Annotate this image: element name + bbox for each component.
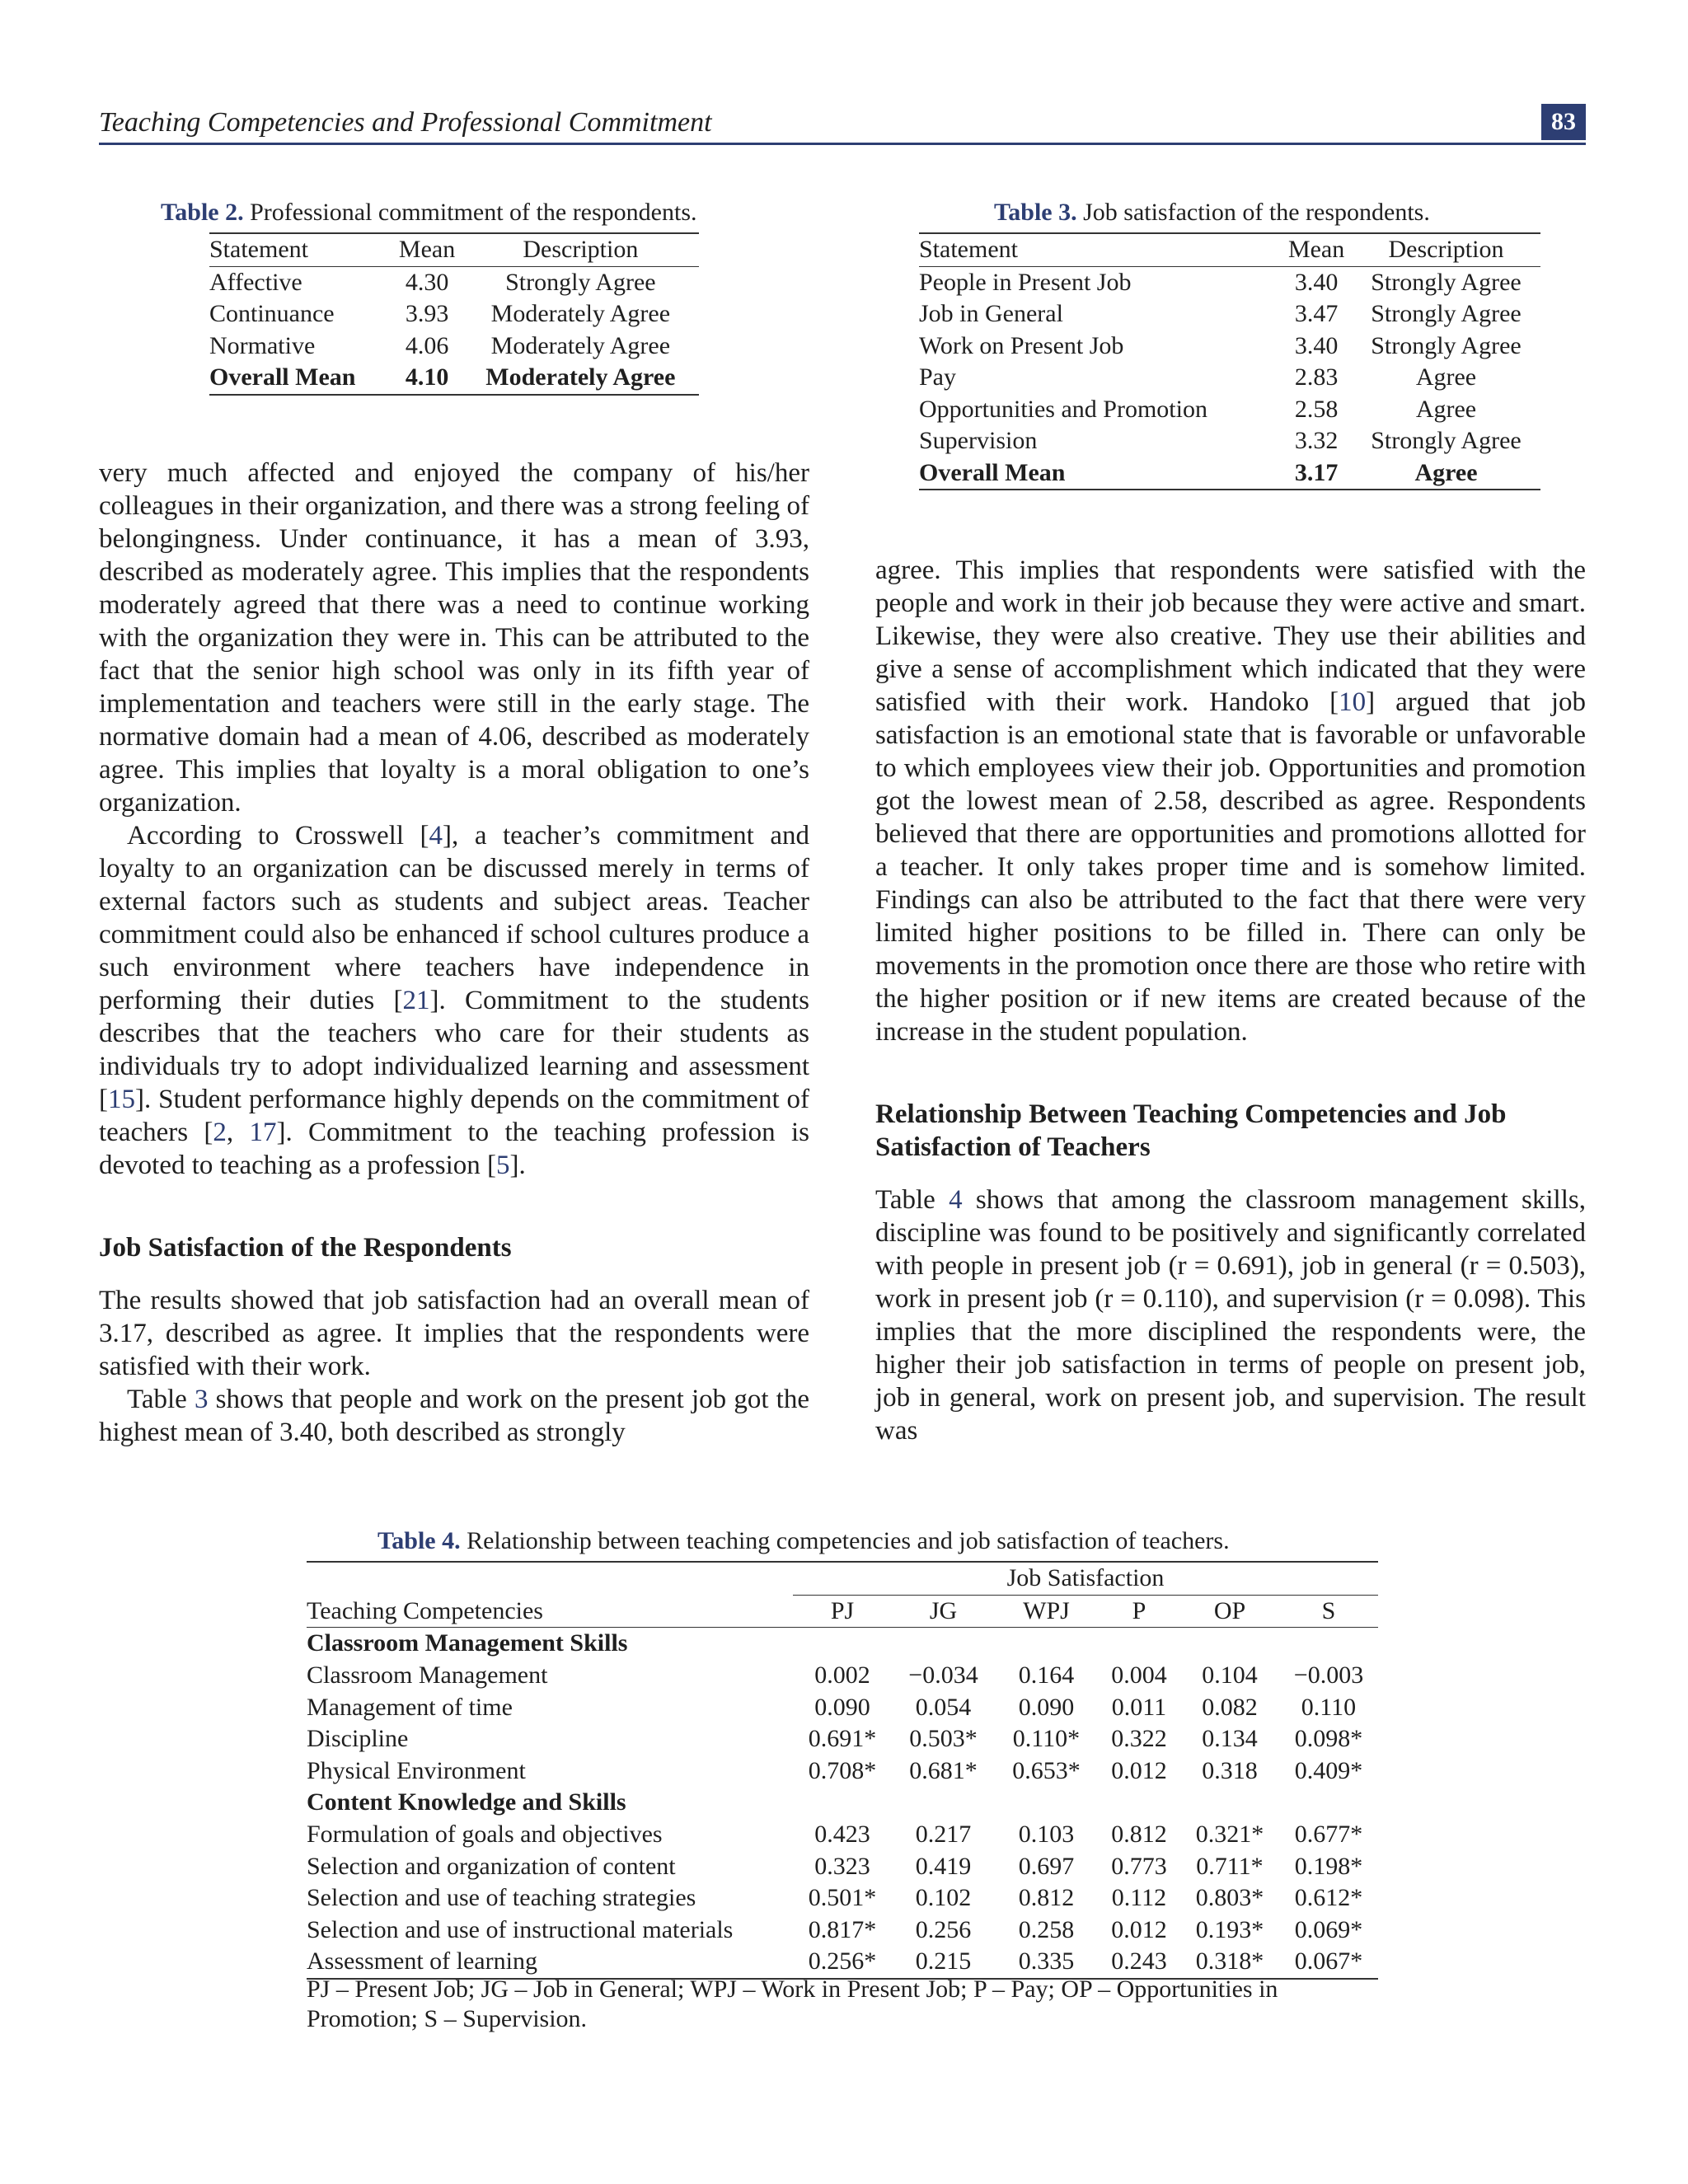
right-column [875, 554, 1586, 1447]
table2-label: Table 2. [161, 199, 244, 226]
text-run: Table [127, 1385, 195, 1414]
table-cell: Affective [209, 268, 302, 296]
table-cell: 0.193* [1195, 1915, 1264, 1943]
table3-header-cell: Statement [919, 236, 1018, 264]
table-row [307, 1915, 1378, 1947]
table2-header-cell: Mean [398, 236, 456, 264]
table3 [919, 232, 1540, 490]
table-cell: 2.83 [1294, 363, 1339, 391]
table-cell: Job in General [919, 300, 1063, 328]
text-run: ], a teacher’s commitment and loyalty to an organization can be discussed merely in terms of external factors such as students and subject areas. Teacher commitment could also be enhanced if school cultures produce a such environment where teachers have independence in performing their duties [ [99, 821, 809, 1015]
empty-cell [307, 1562, 793, 1595]
table-cell: Normative [209, 331, 316, 359]
table-cell: 0.090 [814, 1693, 870, 1721]
table-cell: 0.102 [915, 1884, 972, 1912]
table-row [919, 330, 1540, 363]
table2-header-row [209, 233, 699, 266]
table4-caption-text: Relationship between teaching competencies and job satisfaction of teachers. [460, 1527, 1230, 1554]
table-cell: 0.054 [915, 1693, 972, 1721]
table-cell: Strongly Agree [505, 268, 656, 296]
table-cell: 0.322 [1111, 1725, 1167, 1753]
table-cell: 0.708* [808, 1756, 877, 1784]
table-cell: 0.323 [814, 1852, 870, 1880]
table4-row-header: Teaching Competencies [307, 1596, 543, 1624]
table4-column-header: PJ [830, 1596, 855, 1624]
table4-section-row [307, 1787, 1378, 1819]
table-cell: 0.503* [909, 1725, 978, 1753]
table-row-label: Selection and organization of content [307, 1852, 676, 1880]
paragraph [99, 1383, 809, 1449]
table-cell: 0.318 [1202, 1756, 1258, 1784]
table-cell: 0.110* [1012, 1725, 1081, 1753]
table-cell: 3.47 [1294, 300, 1339, 328]
table-row [919, 394, 1540, 426]
table-cell: 0.103 [1018, 1821, 1075, 1849]
table-cell: 0.677* [1294, 1821, 1363, 1849]
table4-label: Table 4. [377, 1527, 461, 1554]
table-row-label: Assessment of learning [307, 1947, 537, 1975]
table-row [209, 330, 699, 363]
table-cell: 0.012 [1111, 1915, 1167, 1943]
citation-link[interactable]: 5 [496, 1151, 510, 1180]
citation-link[interactable]: 15 [108, 1085, 135, 1114]
table-cell: 0.321* [1195, 1821, 1264, 1849]
citation-link[interactable]: 17 [249, 1118, 277, 1147]
table-cell: 3.40 [1294, 268, 1339, 296]
table4-section-row [307, 1628, 1378, 1660]
table-cell: 0.256 [915, 1915, 972, 1943]
table-row-label: Physical Environment [307, 1756, 526, 1784]
table-cell: −0.034 [908, 1661, 978, 1690]
table-row [209, 266, 699, 298]
table4-column-header: OP [1213, 1596, 1246, 1624]
table-row [307, 1882, 1378, 1915]
table-cell: 0.090 [1018, 1693, 1075, 1721]
table-cell: Moderately Agree [485, 363, 676, 391]
table-reference-link[interactable]: 3 [194, 1385, 209, 1414]
text-run: , [226, 1118, 250, 1147]
table-cell: Strongly Agree [1371, 268, 1522, 296]
table4-section-label: Classroom Management Skills [307, 1629, 628, 1657]
table-cell: 0.612* [1294, 1884, 1363, 1912]
table-cell: Strongly Agree [1371, 331, 1522, 359]
table-cell: Agree [1415, 363, 1477, 391]
table-cell: 0.681* [909, 1756, 978, 1784]
table-cell: 0.012 [1111, 1756, 1167, 1784]
table4 [307, 1561, 1378, 1980]
table-reference-link[interactable]: 4 [949, 1185, 963, 1215]
table-cell: 0.773 [1111, 1852, 1167, 1880]
citation-link[interactable]: 4 [429, 821, 443, 851]
table-cell: 4.10 [405, 363, 449, 391]
table-cell: 0.002 [814, 1661, 870, 1690]
text-run: shows that among the classroom management skills, discipline was found to be positively and significantly correlated with people in present job (r = 0.691), job in general (r = 0.503), work in present job (r = 0.110), and supervision (r = 0.098). This implies that the more disciplined the respondents were, the higher their job satisfaction in terms of people on present job, job in general, work on present job, and supervision. The result was [875, 1185, 1586, 1446]
table3-caption [994, 198, 1430, 227]
table-cell: 0.812 [1111, 1821, 1167, 1849]
table-row [919, 266, 1540, 298]
table-cell: 2.58 [1294, 395, 1339, 423]
table-cell: 0.419 [915, 1852, 972, 1880]
table-cell: 0.803* [1195, 1884, 1264, 1912]
table-cell: 0.098* [1294, 1725, 1363, 1753]
table-cell: 0.318* [1195, 1947, 1264, 1975]
table3-header-cell: Description [1388, 236, 1504, 264]
table4-column-header: WPJ [1023, 1596, 1070, 1624]
text-run: Table [875, 1185, 950, 1215]
table4-header-row [307, 1595, 1378, 1628]
table-cell: 0.069* [1294, 1915, 1363, 1943]
table-row [919, 457, 1540, 490]
table4-group-header: Job Satisfaction [793, 1562, 1378, 1595]
table2 [209, 232, 699, 396]
table-cell: −0.003 [1293, 1661, 1364, 1690]
table-row [307, 1755, 1378, 1788]
section-heading: Job Satisfaction of the Respondents [99, 1233, 512, 1263]
text-run: agree. This implies that respondents were satisfied with the people and work in their job because they were active and smart. Likewise, they were also creative. They use their abilities and give a sense of accomplishment which indicated that they were satisfied with their work. Handoko [ [875, 555, 1586, 717]
table-cell: 0.011 [1111, 1693, 1167, 1721]
paragraph [99, 819, 809, 1182]
table-row-label: Management of time [307, 1693, 513, 1721]
table-cell: 0.697 [1018, 1852, 1075, 1880]
table-row-label: Discipline [307, 1725, 409, 1753]
table-cell: 4.06 [405, 331, 449, 359]
table-cell: 0.217 [915, 1821, 972, 1849]
table-cell: 3.32 [1294, 427, 1339, 455]
table-cell: 0.409* [1294, 1756, 1363, 1784]
running-header [99, 105, 1586, 145]
section-heading: Relationship Between Teaching Competencies and Job Satisfaction of Teachers [875, 1099, 1507, 1162]
table4-section-label: Content Knowledge and Skills [307, 1788, 626, 1816]
table-cell: Moderately Agree [490, 300, 671, 328]
table-row [209, 298, 699, 330]
table-row-label: Selection and use of teaching strategies [307, 1884, 696, 1912]
table3-caption-text: Job satisfaction of the respondents. [1076, 199, 1430, 226]
table4-column-header: JG [929, 1596, 958, 1624]
table4-caption [377, 1526, 1230, 1556]
paragraph: very much affected and enjoyed the company of his/her colleagues in their organization, and there was a strong feeling of belongingness. Under continuance, it has a mean of 3.93, described as moderately agree. This implies that the respondents moderately agreed that there was a need to continue working with the organization they were in. This can be attributed to the fact that the senior high school was only in its fifth year of implementation and teachers were still in the early stage. The normative domain had a mean of 4.06, described as moderately agree. This implies that loyalty is a moral obligation to one’s organization. [99, 458, 809, 818]
table-cell: Continuance [209, 300, 335, 328]
table-cell: 0.004 [1111, 1661, 1167, 1690]
table-cell: Work on Present Job [919, 331, 1124, 359]
table-cell: Strongly Agree [1371, 427, 1522, 455]
table-cell: Supervision [919, 427, 1038, 455]
table-cell: 0.258 [1018, 1915, 1075, 1943]
table-cell: 0.198* [1294, 1852, 1363, 1880]
table-row [307, 1660, 1378, 1692]
table-row [307, 1850, 1378, 1882]
table-cell: Strongly Agree [1371, 300, 1522, 328]
table4-column-header: P [1132, 1596, 1146, 1624]
table-row [919, 298, 1540, 330]
table-row-label: Classroom Management [307, 1661, 548, 1690]
running-title: Teaching Competencies and Professional Commitment [99, 107, 712, 138]
table-cell: Agree [1415, 395, 1477, 423]
table-cell: 0.711* [1196, 1852, 1264, 1880]
table-cell: 0.691* [808, 1725, 877, 1753]
left-column [99, 457, 809, 1449]
table-cell: 0.335 [1018, 1947, 1075, 1975]
table-cell: Overall Mean [209, 363, 356, 391]
text-run: shows that people and work on the present job got the highest mean of 3.40, both described as strongly [99, 1385, 809, 1447]
table3-header-row [919, 233, 1540, 266]
table2-caption-text: Professional commitment of the respondents. [243, 199, 697, 226]
table4-group-header-row [307, 1562, 1378, 1595]
citation-link[interactable]: 21 [402, 986, 430, 1015]
text-run: ]. Commitment to the teaching profession is devoted to teaching as a profession [ [99, 1118, 809, 1180]
table-cell: 0.215 [915, 1947, 972, 1975]
paragraph [875, 554, 1586, 1048]
text-run: ]. [509, 1151, 526, 1180]
table-cell: 0.653* [1012, 1756, 1081, 1784]
table-cell: 0.134 [1202, 1725, 1258, 1753]
table-cell: 3.40 [1294, 331, 1339, 359]
table-cell: People in Present Job [919, 268, 1132, 296]
table-cell: 0.812 [1018, 1884, 1075, 1912]
table-cell: 0.256* [808, 1947, 877, 1975]
table-cell: 0.082 [1202, 1693, 1258, 1721]
paragraph [875, 1183, 1586, 1447]
table-row-label: Formulation of goals and objectives [307, 1821, 663, 1849]
text-run: ]. Commitment to the students describes that the teachers who care for their students as individuals try to adopt individualized learning and assessment [ [99, 986, 809, 1114]
page-number: 83 [1541, 104, 1586, 140]
table-row-label: Selection and use of instructional materials [307, 1915, 734, 1943]
table3-header-cell: Mean [1287, 236, 1345, 264]
text-run: ] argued that job satisfaction is an emotional state that is favorable or unfavorable to which employees view their job. Opportunities and promotion got the lowest mean of 2.58, described as agree. Respondents believed that there are opportunities and promotions allotted for a teacher. It only takes proper time and is somehow limited. Findings can also be attributed to the fact that there were very limited higher positions to be filled in. There can only be movements in the promotion once there are those who retire with the higher position or if new items are created because of the increase in the student population. [875, 687, 1586, 1047]
table-row [919, 425, 1540, 457]
citation-link[interactable]: 2 [213, 1118, 227, 1147]
table-cell: Opportunities and Promotion [919, 395, 1207, 423]
table-cell: 0.067* [1294, 1947, 1363, 1975]
table-cell: Overall Mean [919, 458, 1066, 486]
table-cell: 3.93 [405, 300, 449, 328]
table-cell: 3.17 [1294, 458, 1339, 486]
table-cell: 0.112 [1111, 1884, 1167, 1912]
text-run: ]. Student performance highly depends on the commitment of teachers [ [99, 1085, 809, 1147]
table-cell: Pay [919, 363, 956, 391]
table2-header-cell: Description [523, 236, 639, 264]
table-row [919, 362, 1540, 394]
table-cell: 0.110 [1301, 1693, 1357, 1721]
table-row [307, 1819, 1378, 1851]
table-cell: 0.423 [814, 1821, 870, 1849]
table-cell: Agree [1414, 458, 1478, 486]
table-cell: 0.243 [1111, 1947, 1167, 1975]
table-row [307, 1723, 1378, 1755]
text-run: According to Crosswell [ [127, 821, 429, 851]
table-row [209, 362, 699, 395]
table2-header-cell: Statement [209, 236, 308, 264]
table-cell: Moderately Agree [490, 331, 671, 359]
table4-column-header: S [1321, 1596, 1336, 1624]
citation-link[interactable]: 10 [1339, 687, 1367, 717]
table2-caption [161, 198, 697, 227]
table-cell: 0.501* [808, 1884, 877, 1912]
table-row [307, 1946, 1378, 1979]
paragraph: The results showed that job satisfaction had an overall mean of 3.17, described as agree. It implies that the respondents were satisfied with their work. [99, 1286, 809, 1381]
table-row [307, 1691, 1378, 1723]
table-cell: 4.30 [405, 268, 449, 296]
table-cell: 0.164 [1018, 1661, 1075, 1690]
table-cell: 0.817* [808, 1915, 877, 1943]
table3-label: Table 3. [994, 199, 1077, 226]
table-cell: 0.104 [1202, 1661, 1258, 1690]
table4-footnote: PJ – Present Job; JG – Job in General; WPJ – Work in Present Job; P – Pay; OP – Opportunities in Promotion; S – Supervision. [307, 1975, 1278, 2032]
